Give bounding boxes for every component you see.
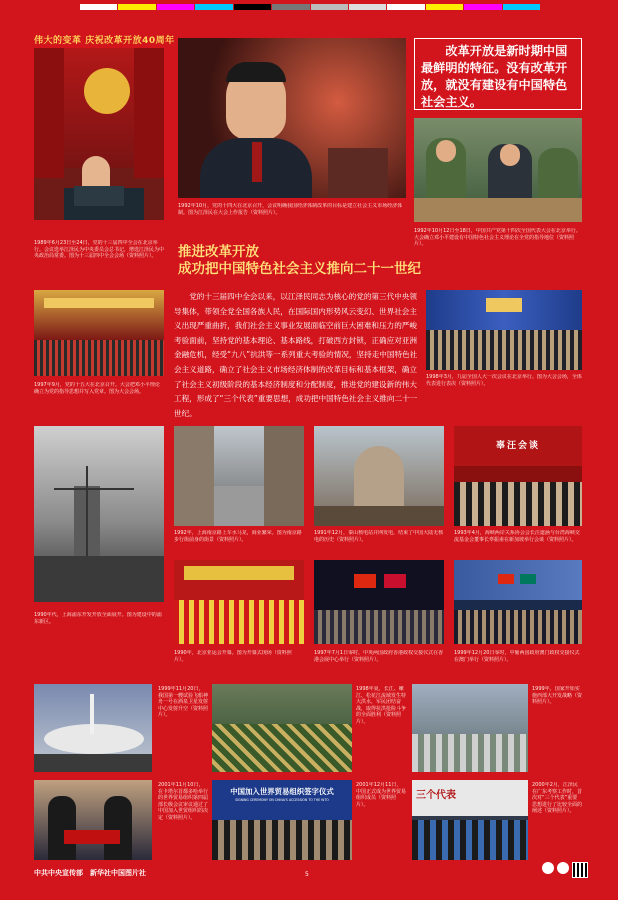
- photo-asian-games: [174, 560, 304, 644]
- series-title: 伟大的变革 庆祝改革开放40周年: [34, 36, 175, 46]
- photo-leader-portrait: [178, 38, 406, 198]
- caption-11: 1997年7月1日零时，中英两国政府香港政权交接仪式在香港会展中心举行（资料照片）。: [314, 650, 444, 663]
- caption-2: 1992年10月，党的十四大在北京召开，会议明确我国经济体制改革的目标是建立社会主义市场经济体制。图为江泽民在大会上作报告（资料照片）。: [178, 203, 403, 216]
- caption-4: 1997年9月，党的十五大在北京召开。大会把邓小平理论确立为党的指导思想并写入党章。图为大会会场。: [34, 382, 160, 395]
- photo-macau-handover: [454, 560, 582, 644]
- caption-10: 1990年，北京亚运会开幕。图为开幕式现场（资料照片）。: [174, 650, 292, 663]
- footer-logos: [542, 862, 588, 878]
- print-color-bar: [80, 4, 540, 10]
- sign-taiwan-talks: 辜汪会谈: [495, 441, 540, 451]
- photo-congress-hall: [34, 290, 164, 376]
- photo-fourth-plenum: [34, 48, 164, 220]
- headline-line-2: 成功把中国特色社会主义推向二十一世纪: [178, 261, 421, 277]
- body-text: 党的十三届四中全会以来，以江泽民同志为核心的党的第三代中央领导集体，带领全党全国各族人民，在国际国内形势风云变幻、世界社会主义出现严重曲折，我们社会主义事业发展面临空前巨大困难和压力的严峻考验面前，坚持党的基本理论、基本路线，打破西方封锁，正确应对亚洲金融危机，经受“九八”抗洪等一系列重大考验的情况，坚持走中国特色社会主义道路，确立了社会主义市场经济体制的改革目标和基本框架，确立了社会主义初级阶段的基本经济制度和分配制度，推进党的建设新的伟大工程，形成了“三个代表”重要思想，成功把中国特色社会主义推向二十一世纪。: [174, 292, 418, 418]
- caption-8: 1991年12月，秦山核电站并网发电，结束了中国大陆无核电的历史（资料照片）。: [314, 530, 444, 543]
- caption-1: 1989年6月23日至24日，党的十三届四中全会在北京举行。会议选举江泽民为中央委员会总书记，增选江泽民为中央政治局常委。图为十三届四中全会会场（资料照片）。: [34, 240, 164, 260]
- party-emblem-icon: [84, 68, 130, 114]
- caption-6: 1990年代，上海浦东开发开放全面展开。图为建设中的浦东新区。: [34, 612, 162, 625]
- footer-publisher: 中共中央宣传部 新华社中国图片社: [34, 869, 146, 877]
- caption-3: 1992年10月12日至18日，中国共产党第十四次全国代表大会在北京举行。大会确立邓小平建设有中国特色社会主义理论在全党的指导地位（资料照片）。: [414, 228, 581, 248]
- photo-nanjing-road: [174, 426, 304, 526]
- caption-12: 1999年12月20日零时，中葡两国政府澳门政权交接仪式在澳门举行（资料照片）。: [454, 650, 580, 663]
- photo-rocket-launch: [34, 684, 152, 772]
- photo-pudong-construction: [34, 426, 164, 602]
- photo-nuclear-plant: [314, 426, 444, 526]
- caption-15: 1999年，国家开始实施西部大开发战略（资料照片）。: [532, 686, 582, 706]
- photo-npc-session: [426, 290, 582, 370]
- photo-western-development: [412, 684, 528, 772]
- caption-18: 2000年2月，江泽民在广东考察工作时，首次对“三个代表”重要思想进行了比较全面的阐述（资料照片）。: [532, 782, 582, 815]
- caption-16: 2001年11月10日，在卡塔尔首都多哈举行的世界贸易组织第四届部长级会议审议通过了中国加入世贸组织的决定（资料照片）。: [158, 782, 208, 821]
- sign-wto-banner-en: SIGNING CEREMONY ON CHINA'S ACCESSION TO THE WTO: [235, 798, 329, 802]
- page-number: 5: [305, 871, 309, 878]
- xinhua-logo-icon: [557, 862, 569, 874]
- photo-cross-strait-talks: [454, 426, 582, 526]
- photo-military-leaders: [414, 118, 582, 222]
- photo-hong-kong-handover: [314, 560, 444, 644]
- photo-wto-signing: [212, 780, 352, 860]
- photo-wto-doha: [34, 780, 152, 860]
- caption-5: 1998年3月，九届全国人大一次会议在北京举行。图为大会会场，全体代表进行表决（资料照片）。: [426, 374, 582, 387]
- sign-wto-banner: 中国加入世界贸易组织签字仪式: [230, 787, 334, 796]
- caption-7: 1992年，上海南京路上车水马龙，商业繁荣。图为南京路步行街前身的街景（资料照片）。: [174, 530, 302, 543]
- caption-14: 1998年夏，长江、嫩江、松花江流域发生特大洪水，军民团结奋战，取得抗洪抢险斗争的全面胜利（资料照片）。: [356, 686, 406, 725]
- sign-three-represents: 三个代表: [416, 790, 456, 801]
- headline: [178, 244, 428, 278]
- caption-9: 1993年4月，海峡两岸关系协会会长汪道涵与台湾海峡交流基金会董事长辜振甫在新加坡举行会谈（资料照片）。: [454, 530, 580, 543]
- caption-13: 1999年11月20日，我国第一艘试验飞船神舟一号在酒泉卫星发射中心发射升空（资料照片）。: [158, 686, 208, 719]
- photo-three-represents: [412, 780, 528, 860]
- quote-box: 改革开放是新时期中国最鲜明的特征。没有改革开放，就没有建设有中国特色社会主义。: [414, 38, 582, 110]
- caption-17: 2001年12月11日，中国正式成为世界贸易组织成员（资料照片）。: [356, 782, 406, 808]
- photo-flood-relief: [212, 684, 352, 772]
- headline-line-1: 推进改革开放: [178, 244, 259, 260]
- qr-code-icon: [572, 862, 588, 878]
- publisher-logo-icon: [542, 862, 554, 874]
